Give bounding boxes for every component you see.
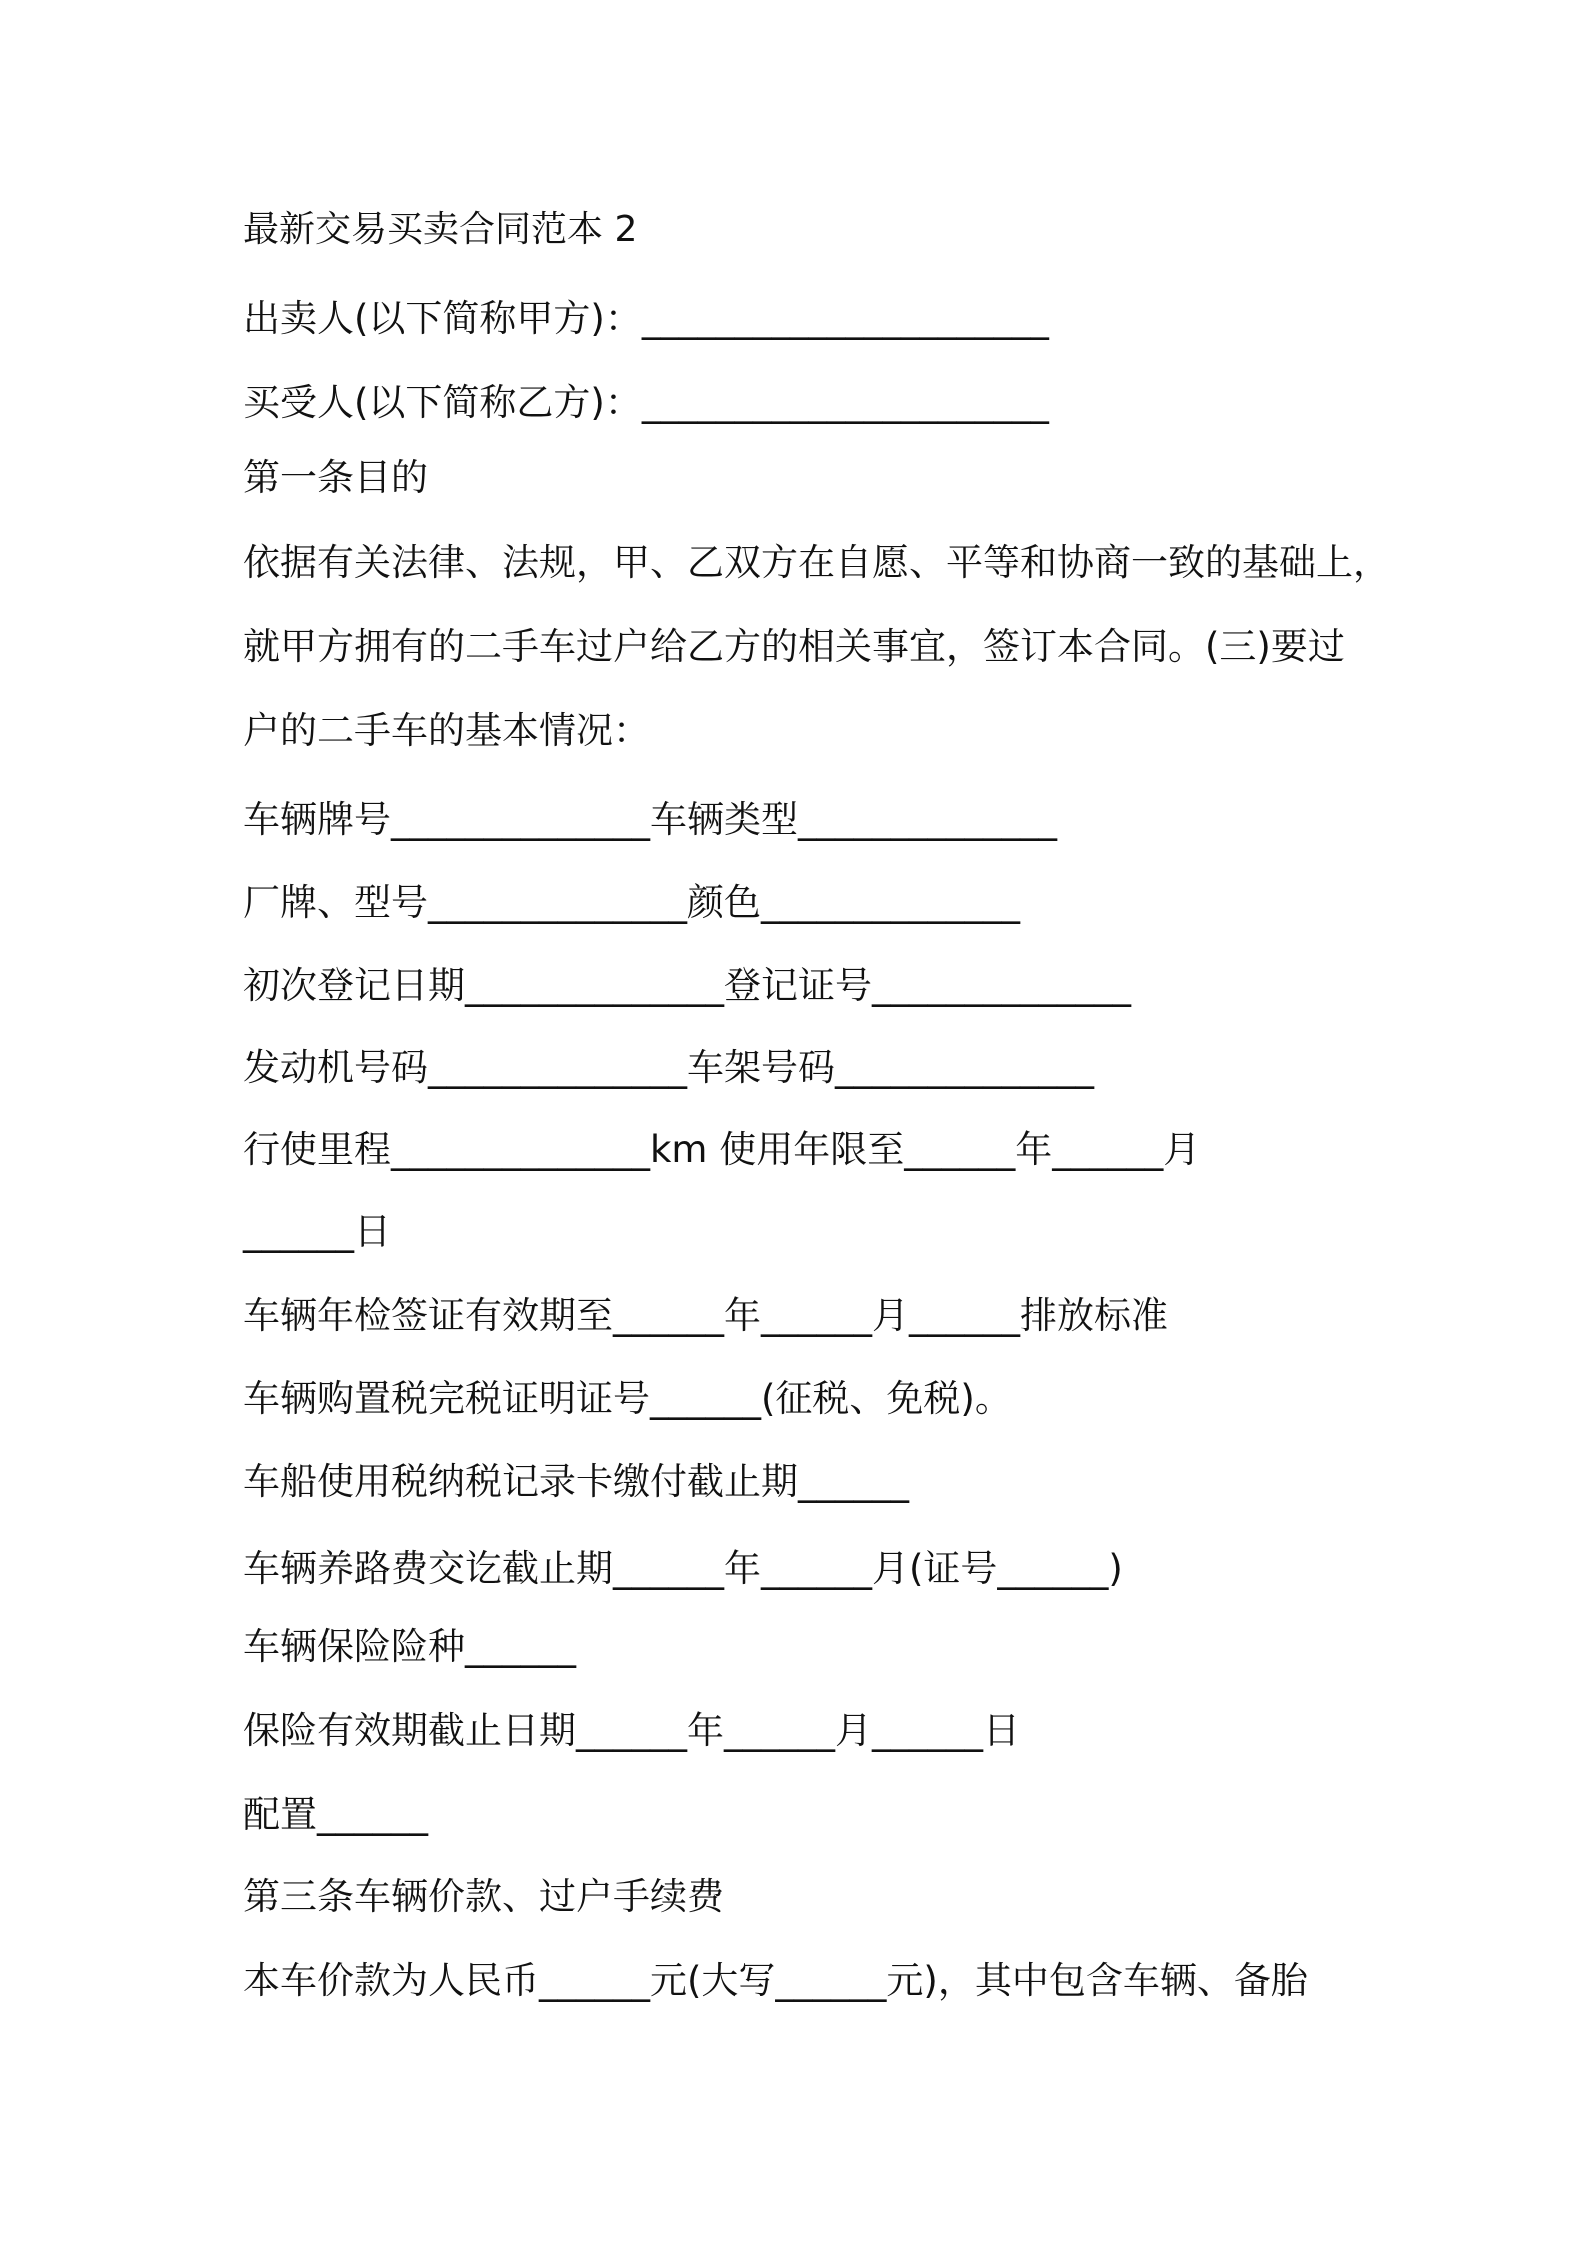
vehicle-plate-type-line: 车辆牌号______________车辆类型______________ <box>243 798 1057 841</box>
article-one-heading: 第一条目的 <box>243 456 428 499</box>
configuration-line: 配置______ <box>243 1793 428 1836</box>
annual-inspection-line: 车辆年检签证有效期至______年______月______排放标准 <box>243 1294 1168 1337</box>
document-title: 最新交易买卖合同范本 2 <box>243 209 638 250</box>
buyer-line: 买受人(以下简称乙方)：______________________ <box>243 381 1049 424</box>
article-three-heading: 第三条车辆价款、过户手续费 <box>243 1875 724 1918</box>
paragraph-line: 就甲方拥有的二手车过户给乙方的相关事宜，签订本合同。(三)要过 <box>243 625 1345 668</box>
seller-line: 出卖人(以下简称甲方)：______________________ <box>243 297 1049 340</box>
mileage-day-line: ______日 <box>243 1210 391 1253</box>
vehicle-tax-line: 车船使用税纳税记录卡缴付截止期______ <box>243 1460 909 1503</box>
purchase-tax-line: 车辆购置税完税证明证号______(征税、免税)。 <box>243 1377 1012 1420</box>
paragraph-line: 依据有关法律、法规，甲、乙双方在自愿、平等和协商一致的基础上， <box>243 541 1390 584</box>
paragraph-line: 户的二手车的基本情况： <box>243 709 650 752</box>
insurance-expiry-line: 保险有效期截止日期______年______月______日 <box>243 1709 1020 1752</box>
road-fee-line: 车辆养路费交讫截止期______年______月(证号______) <box>243 1547 1123 1590</box>
insurance-type-line: 车辆保险险种______ <box>243 1625 576 1668</box>
brand-color-line: 厂牌、型号______________颜色______________ <box>243 881 1020 924</box>
price-line: 本车价款为人民币______元(大写______元)，其中包含车辆、备胎 <box>243 1959 1308 2002</box>
engine-frame-line: 发动机号码______________车架号码______________ <box>243 1046 1094 1089</box>
mileage-line: 行使里程______________km 使用年限至______年______月 <box>243 1128 1201 1171</box>
registration-line: 初次登记日期______________登记证号______________ <box>243 964 1131 1007</box>
